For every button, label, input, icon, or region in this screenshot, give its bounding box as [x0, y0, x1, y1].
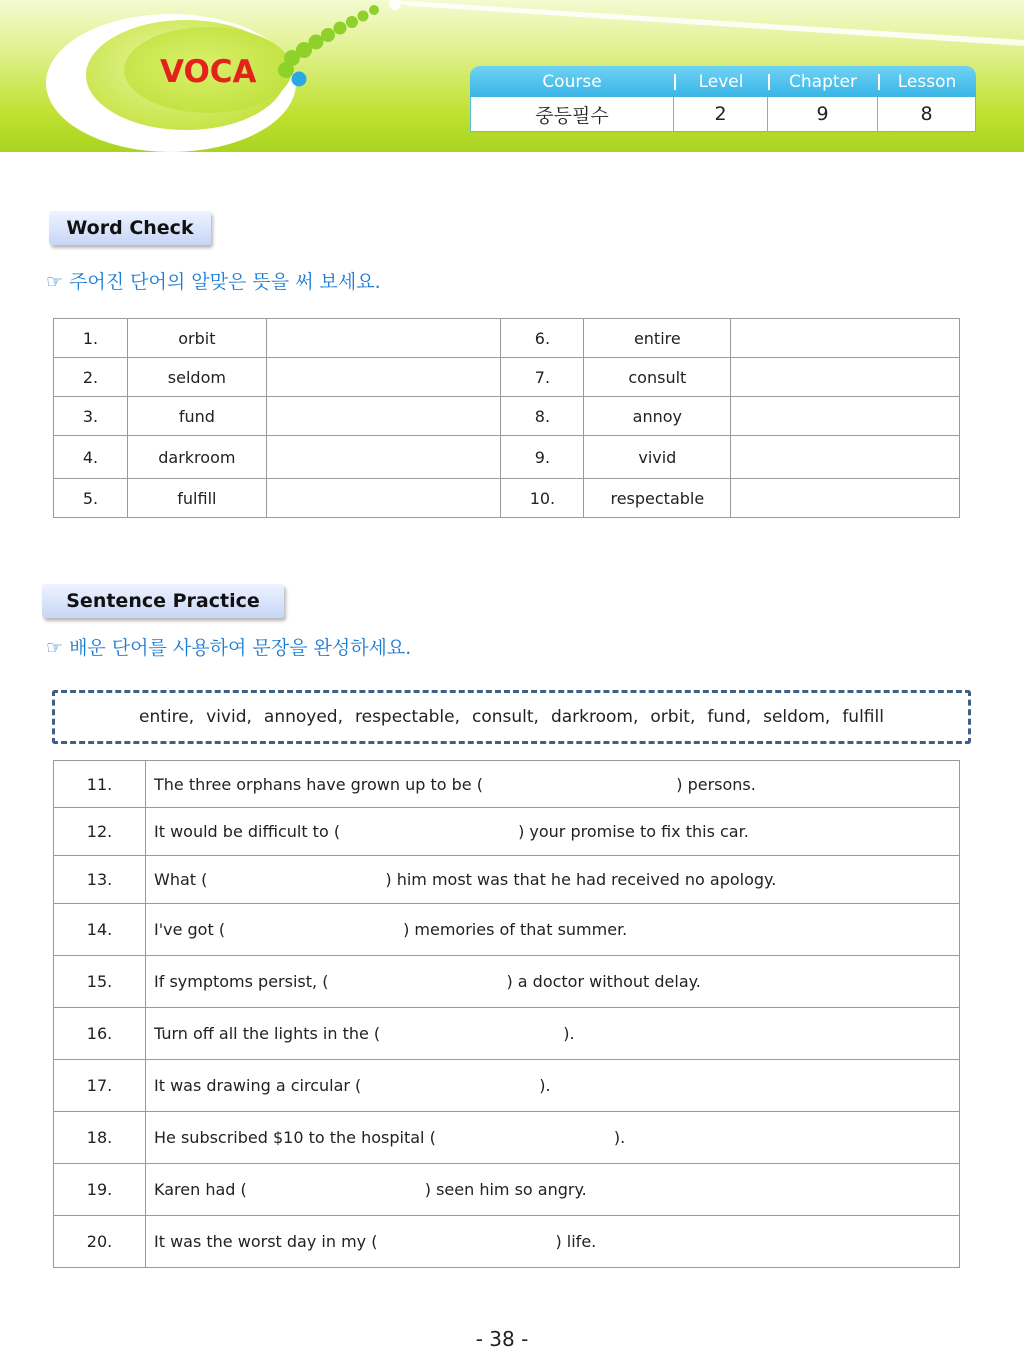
sentence-number: 13. [54, 856, 146, 904]
word-number: 7. [501, 358, 584, 397]
word-bank-item: seldom, [763, 707, 831, 727]
sentence-number: 14. [54, 904, 146, 956]
word-number: 6. [501, 319, 584, 358]
sentence-text[interactable]: It was the worst day in my ( ) life. [146, 1216, 960, 1268]
answer-cell[interactable] [731, 479, 960, 518]
word-check-table [53, 318, 960, 518]
word-item: vivid [584, 436, 731, 479]
table-row [54, 1216, 960, 1268]
level-label: Level [674, 66, 768, 97]
word-item: respectable [584, 479, 731, 518]
word-bank-box [52, 690, 971, 744]
logo-text: VOCA [160, 54, 257, 90]
word-number: 4. [54, 436, 128, 479]
sentence-number: 15. [54, 956, 146, 1008]
word-item: fulfill [127, 479, 266, 518]
answer-cell[interactable] [266, 358, 501, 397]
table-row [54, 358, 960, 397]
word-number: 9. [501, 436, 584, 479]
table-row [54, 479, 960, 518]
sentence-number: 18. [54, 1112, 146, 1164]
sentence-text[interactable]: Turn off all the lights in the ( ). [146, 1008, 960, 1060]
word-bank-item: entire, [139, 707, 195, 727]
sentence-number: 17. [54, 1060, 146, 1112]
word-item: entire [584, 319, 731, 358]
answer-cell[interactable] [266, 319, 501, 358]
page-number: - 38 - [475, 1327, 529, 1351]
lesson-label: Lesson [878, 66, 976, 97]
sentence-text[interactable]: Karen had ( ) seen him so angry. [146, 1164, 960, 1216]
table-row [54, 319, 960, 358]
word-number: 1. [54, 319, 128, 358]
word-check-title: Word Check [49, 211, 211, 245]
word-bank-item: orbit, [650, 707, 696, 727]
answer-cell[interactable] [731, 397, 960, 436]
chapter-label: Chapter [768, 66, 878, 97]
sentence-text[interactable]: He subscribed $10 to the hospital ( ). [146, 1112, 960, 1164]
word-bank-item: consult, [472, 707, 539, 727]
sentence-practice-table [53, 760, 960, 1268]
table-row [54, 1060, 960, 1112]
answer-cell[interactable] [266, 479, 501, 518]
answer-cell[interactable] [266, 436, 501, 479]
chapter-value: 9 [767, 97, 877, 131]
answer-cell[interactable] [266, 397, 501, 436]
sentence-practice-instruction: ☞ 배운 단어를 사용하여 문장을 완성하세요. [46, 637, 412, 659]
lesson-value: 8 [877, 97, 975, 131]
word-item: fund [127, 397, 266, 436]
sentence-text[interactable]: The three orphans have grown up to be ( ) persons. [146, 761, 960, 808]
table-row [54, 856, 960, 904]
header-banner [0, 0, 1024, 152]
table-row [54, 808, 960, 856]
word-number: 2. [54, 358, 128, 397]
word-check-instruction: ☞ 주어진 단어의 알맞은 뜻을 써 보세요. [46, 271, 381, 293]
word-bank-item: fund, [707, 707, 752, 727]
sentence-text[interactable]: It was drawing a circular ( ). [146, 1060, 960, 1112]
table-row [54, 761, 960, 808]
word-item: darkroom [127, 436, 266, 479]
word-bank-item: respectable, [355, 707, 460, 727]
sentence-practice-title: Sentence Practice [42, 584, 284, 618]
word-number: 8. [501, 397, 584, 436]
level-value: 2 [673, 97, 767, 131]
table-row [54, 436, 960, 479]
sentence-number: 12. [54, 808, 146, 856]
table-row [54, 956, 960, 1008]
table-row [54, 904, 960, 956]
word-bank-item: fulfill [842, 707, 884, 727]
answer-cell[interactable] [731, 436, 960, 479]
course-info-table [470, 66, 976, 133]
word-item: seldom [127, 358, 266, 397]
course-label: Course [542, 71, 602, 92]
answer-cell[interactable] [731, 358, 960, 397]
course-info-values [470, 97, 976, 132]
sentence-text[interactable]: What ( ) him most was that he had received no apology. [146, 856, 960, 904]
course-value: 중등필수 [535, 104, 609, 127]
table-row [54, 1008, 960, 1060]
word-item: orbit [127, 319, 266, 358]
course-info-header [470, 66, 976, 97]
word-bank-item: darkroom, [550, 707, 639, 727]
sentence-number: 16. [54, 1008, 146, 1060]
sentence-text[interactable]: If symptoms persist, ( ) a doctor without delay. [146, 956, 960, 1008]
table-row [54, 1112, 960, 1164]
sentence-number: 20. [54, 1216, 146, 1268]
word-bank-item: vivid, [206, 707, 252, 727]
sentence-number: 19. [54, 1164, 146, 1216]
logo-dots-icon [268, 0, 418, 100]
word-number: 3. [54, 397, 128, 436]
answer-cell[interactable] [731, 319, 960, 358]
word-number: 5. [54, 479, 128, 518]
word-bank-item: annoyed, [263, 707, 343, 727]
sentence-number: 11. [54, 761, 146, 808]
word-number: 10. [501, 479, 584, 518]
word-item: annoy [584, 397, 731, 436]
sentence-text[interactable]: It would be difficult to ( ) your promise to fix this car. [146, 808, 960, 856]
word-item: consult [584, 358, 731, 397]
sentence-text[interactable]: I've got ( ) memories of that summer. [146, 904, 960, 956]
table-row [54, 1164, 960, 1216]
table-row [54, 397, 960, 436]
